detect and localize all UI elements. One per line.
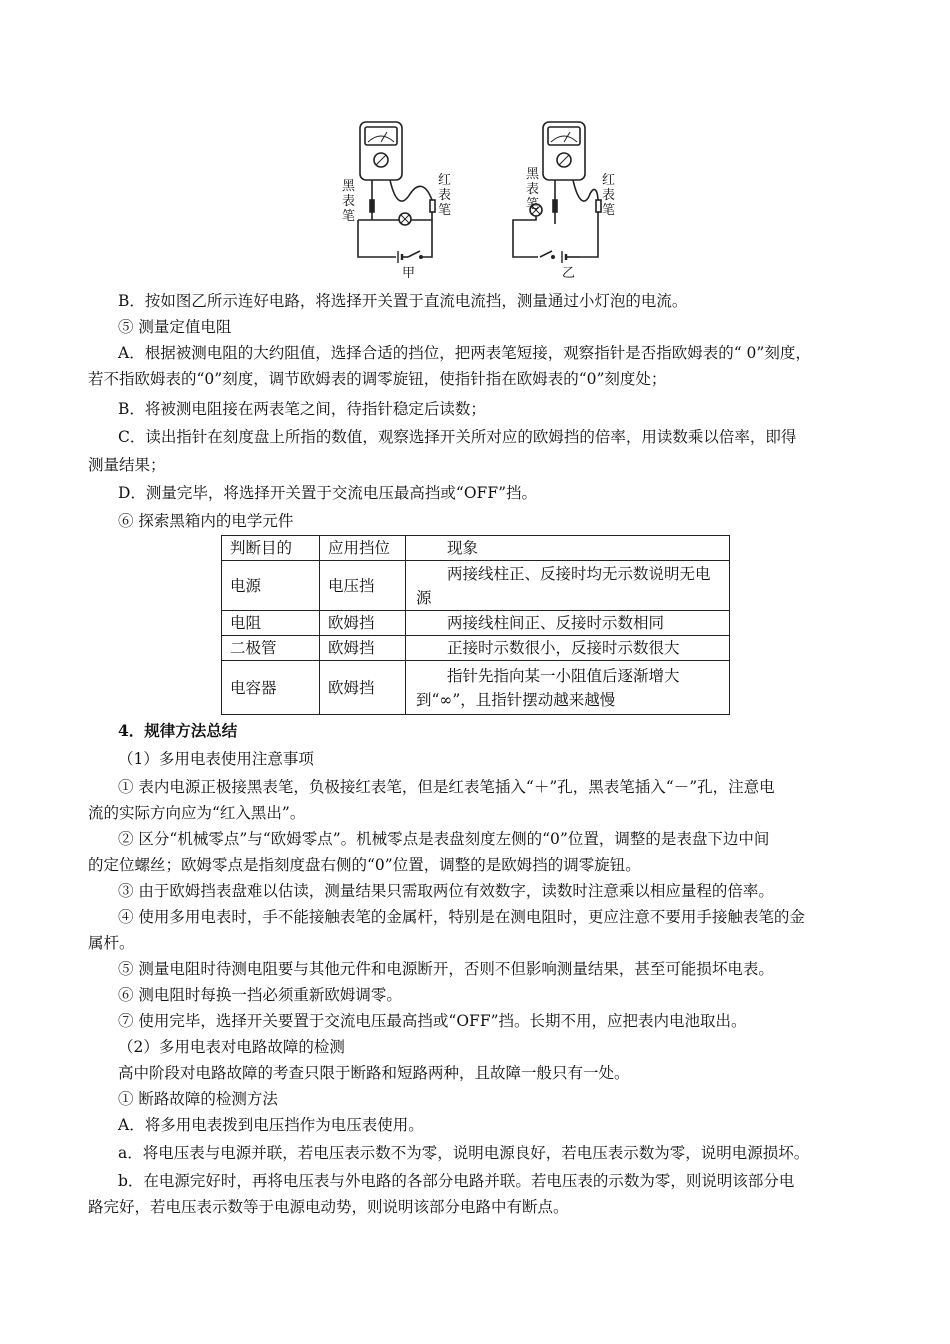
table-row bbox=[222, 636, 730, 661]
table-row bbox=[222, 661, 730, 715]
fault-step-a: A．将多用电表拨到电压挡作为电压表使用。 bbox=[118, 1116, 424, 1134]
right-caption: 乙 bbox=[562, 266, 576, 281]
switch-icon bbox=[408, 251, 420, 257]
text-s5-d: D．测量完毕，将选择开关置于交流电压最高挡或“OFF”挡。 bbox=[118, 484, 537, 502]
circuit-left bbox=[358, 122, 435, 263]
summary-heading: 4．规律方法总结 bbox=[118, 721, 238, 740]
note-5: ⑤ 测量电阻时待测电阻要与其他元件和电源断开，否则不但影响测量结果，甚至可能损坏电表。 bbox=[118, 960, 774, 978]
text-b-current: B．按如图乙所示连好电路，将选择开关置于直流电流挡，测量通过小灯泡的电流。 bbox=[118, 292, 688, 310]
right-red-pen-label: 红 bbox=[602, 173, 616, 188]
fault-step-b-line1: b．在电源完好时，再将电压表与外电路的各部分电路并联。若电压表的示数为零，则说明该部分电 bbox=[118, 1172, 795, 1190]
svg-text:笔: 笔 bbox=[342, 209, 356, 224]
table-row bbox=[222, 611, 730, 636]
text-s5-c-line1: C．读出指针在刻度盘上所指的数值，观察选择开关所对应的欧姆挡的倍率，用读数乘以倍率，即得 bbox=[118, 428, 797, 446]
table-cell: 欧姆挡 bbox=[320, 611, 406, 636]
text-s5-b: B．将被测电阻接在两表笔之间，待指针稳定后读数； bbox=[118, 400, 486, 418]
note-4-line2: 属杆。 bbox=[88, 934, 135, 952]
svg-text:表: 表 bbox=[438, 188, 452, 203]
note-7: ⑦ 使用完毕，选择开关要置于交流电压最高挡或“OFF”挡。长期不用，应把表内电池取出。 bbox=[118, 1012, 747, 1030]
table-cell: 电阻 bbox=[222, 611, 320, 636]
table-cell: 欧姆挡 bbox=[320, 636, 406, 661]
left-red-pen-label: 红 bbox=[438, 173, 452, 188]
table-header: 判断目的 bbox=[222, 536, 320, 561]
note-6: ⑥ 测电阻时每换一挡必须重新欧姆调零。 bbox=[118, 986, 402, 1004]
section-5-title: ⑤ 测量定值电阻 bbox=[118, 318, 232, 336]
table-cell: 两接线柱正、反接时均无示数说明无电源 bbox=[406, 561, 730, 611]
svg-text:表: 表 bbox=[526, 182, 540, 197]
table-cell: 两接线柱间正、反接时示数相同 bbox=[406, 611, 730, 636]
note-2-line1: ② 区分“机械零点”与“欧姆零点”。机械零点是表盘刻度左侧的“0”位置，调整的是表盘下边中间 bbox=[118, 830, 770, 848]
fault-step-b-line2: 路完好，若电压表示数等于电源电动势，则说明该部分电路中有断点。 bbox=[88, 1198, 569, 1216]
svg-text:表: 表 bbox=[342, 194, 356, 209]
fault-intro: 高中阶段对电路故障的考查只限于断路和短路两种，且故障一般只有一处。 bbox=[118, 1064, 630, 1082]
table-header: 应用挡位 bbox=[320, 536, 406, 561]
table-cell: 二极管 bbox=[222, 636, 320, 661]
note-1-line2: 流的实际方向应为“红入黑出”。 bbox=[88, 804, 306, 822]
svg-text:笔: 笔 bbox=[602, 203, 616, 218]
text-s5-a-line2: 若不指欧姆表的“0”刻度，调节欧姆表的调零旋钮，使指针指在欧姆表的“0”刻度处； bbox=[88, 370, 667, 388]
svg-text:笔: 笔 bbox=[526, 197, 540, 212]
note-2-line2: 的定位螺丝；欧姆零点是指刻度盘右侧的“0”位置，调整的是欧姆挡的调零旋钮。 bbox=[88, 856, 641, 874]
table-cell: 欧姆挡 bbox=[320, 661, 406, 715]
left-caption: 甲 bbox=[402, 266, 416, 281]
multimeter-circuit-figure bbox=[340, 112, 640, 282]
table-cell: 电压挡 bbox=[320, 561, 406, 611]
table-row bbox=[222, 561, 730, 611]
table-cell: 指针先指向某一小阻值后逐渐增大到“∞”，且指针摆动越来越慢 bbox=[406, 661, 730, 715]
table-cell: 电源 bbox=[222, 561, 320, 611]
multimeter-body-icon bbox=[360, 122, 402, 180]
table-header: 现象 bbox=[406, 536, 730, 561]
note-1-line1: ① 表内电源正极接黑表笔，负极接红表笔，但是红表笔插入“＋”孔，黑表笔插入“－”孔，注意电 bbox=[118, 778, 775, 796]
svg-text:笔: 笔 bbox=[438, 203, 452, 218]
right-black-pen-label: 黑 bbox=[526, 167, 540, 182]
summary-sub1: （1）多用电表使用注意事项 bbox=[118, 750, 314, 768]
section-6-title: ⑥ 探索黑箱内的电学元件 bbox=[118, 512, 294, 530]
table-cell: 电容器 bbox=[222, 661, 320, 715]
summary-sub2: （2）多用电表对电路故障的检测 bbox=[118, 1038, 345, 1056]
table-cell: 正接时示数很小，反接时示数很大 bbox=[406, 636, 730, 661]
svg-text:表: 表 bbox=[602, 188, 616, 203]
note-4-line1: ④ 使用多用电表时，手不能接触表笔的金属杆，特别是在测电阻时，更应注意不要用手接触表笔的金 bbox=[118, 908, 805, 926]
multimeter-body-icon bbox=[543, 122, 585, 180]
left-black-pen-label-1: 黑 bbox=[342, 179, 356, 194]
fault-method-title: ① 断路故障的检测方法 bbox=[118, 1090, 278, 1108]
black-box-table bbox=[221, 535, 730, 715]
text-s5-c-line2: 测量结果； bbox=[88, 456, 166, 474]
fault-step-a-lower: a．将电压表与电源并联，若电压表示数不为零，说明电源良好，若电压表示数为零，说明电源损坏。 bbox=[118, 1144, 810, 1162]
text-s5-a-line1: A．根据被测电阻的大约阻值，选择合适的挡位，把两表笔短接，观察指针是否指欧姆表的“ 0”刻度， bbox=[118, 344, 811, 362]
note-3: ③ 由于欧姆挡表盘难以估读，测量结果只需取两位有效数字，读数时注意乘以相应量程的倍率。 bbox=[118, 882, 774, 900]
table-header-row bbox=[222, 536, 730, 561]
